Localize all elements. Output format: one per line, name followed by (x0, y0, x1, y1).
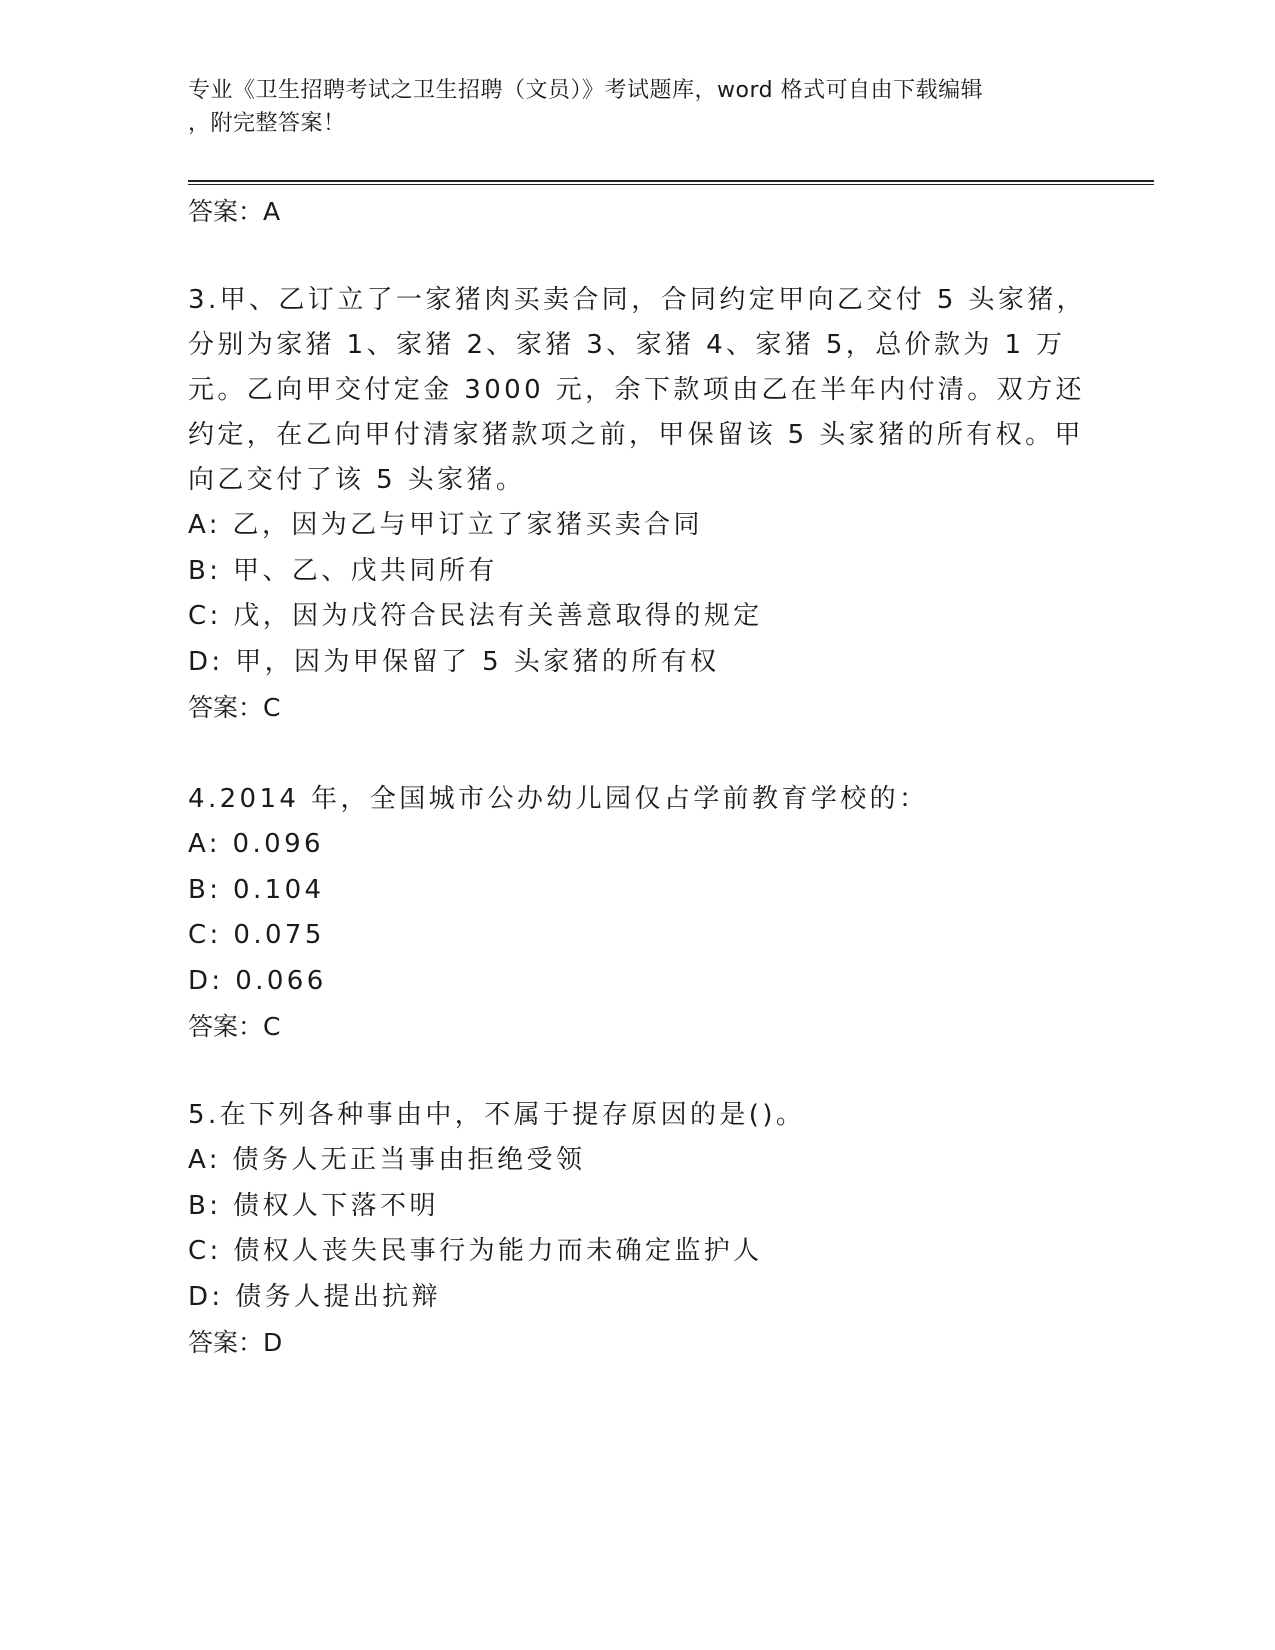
header-line-1: 专业《卫生招聘考试之卫生招聘（文员）》考试题库，word 格式可自由下载编辑 (188, 78, 984, 103)
option-d: D: 0.066 (188, 965, 327, 996)
page-header (188, 74, 1068, 140)
question-stem: 4.2014 年，全国城市公办幼儿园仅占学前教育学校的： (188, 784, 929, 814)
header-line-2: ，附完整答案！ (188, 111, 346, 136)
answer-label: 答案：A (188, 197, 281, 226)
question-stem: 3.甲、乙订立了一家猪肉买卖合同，合同约定甲向乙交付 5 头家猪，分别为家猪 1、家猪 2、家猪 3、家猪 4、家猪 5，总价款为 1 万元。乙向甲交付定金 3000 元，余下款项由乙在半年内付清。双方还约定，在乙向甲付清家猪款项之前，甲保留该 5 头家猪的所有权。甲向乙交付了该 5 头家猪。 (188, 285, 1087, 495)
option-b: B: 甲、乙、戊共同所有 (188, 555, 498, 586)
option-d: D: 债务人提出抗辩 (188, 1281, 442, 1312)
option-b: B: 0.104 (188, 874, 325, 905)
question-stem: 5.在下列各种事由中，不属于提存原因的是()。 (188, 1100, 806, 1130)
option-a: A: 0.096 (188, 829, 324, 859)
question-3 (188, 278, 1088, 730)
answer-label: 答案：D (188, 1328, 283, 1357)
option-a: A: 债务人无正当事由拒绝受领 (188, 1145, 586, 1175)
question-4 (188, 777, 1088, 1049)
option-c: C: 0.075 (188, 920, 325, 950)
option-c: C: 债权人丧失民事行为能力而未确定监护人 (188, 1236, 763, 1266)
answer-label: 答案：C (188, 693, 281, 722)
option-c: C: 戊，因为戊符合民法有关善意取得的规定 (188, 601, 763, 631)
option-a: A: 乙，因为乙与甲订立了家猪买卖合同 (188, 510, 703, 540)
header-divider (188, 180, 1154, 185)
option-b: B: 债权人下落不明 (188, 1190, 439, 1221)
option-d: D: 甲，因为甲保留了 5 头家猪的所有权 (188, 646, 720, 677)
question-5 (188, 1093, 1088, 1365)
answer-label: 答案：C (188, 1012, 281, 1041)
